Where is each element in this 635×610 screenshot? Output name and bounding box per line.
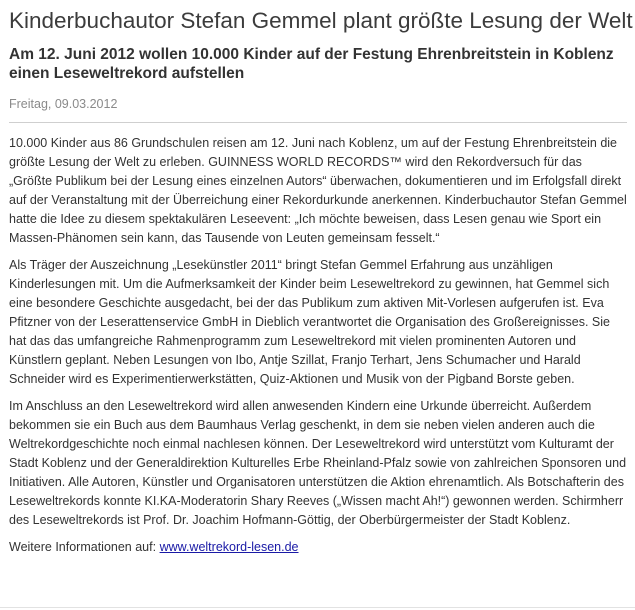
article-subtitle: Am 12. Juni 2012 wollen 10.000 Kinder auf der Festung Ehrenbreitstein in Koblenz einen Leseweltrekord aufstellen: [9, 46, 614, 82]
article-paragraph-3: Im Anschluss an den Leseweltrekord wird allen anwesenden Kindern eine Urkunde überreicht. Außerdem bekommen sie ein Buch aus dem Baumhaus Verlag geschenkt, in dem sie neben vielen anderen auch die Weltrekordgeschichte noch einmal nachlesen können. Der Leseweltrekord wird unterstützt vom Kulturamt der Stadt Koblenz und der Generaldirektion Kulturelles Erbe Rheinland-Pfalz sowie von zahlreichen Sponsoren und Initiativen. Alle Autoren, Künstler und Organisatoren unterstützen die Aktion ehrenamtlich. Als Botschafterin des Leseweltrekords konnte KI.KA-Moderatorin Shary Reeves („Wissen macht Ah!“) gewonnen werden. Schirmherr des Leseweltrekords ist Prof. Dr. Joachim Hofmann-Göttig, der Oberbürgermeister der Stadt Koblenz.: [9, 399, 627, 527]
more-info: [9, 538, 627, 557]
more-info-link[interactable]: www.weltrekord-lesen.de: [159, 540, 299, 554]
article-date: Freitag, 09.03.2012: [9, 97, 118, 111]
article-title: Kinderbuchautor Stefan Gemmel plant größte Lesung der Welt: [9, 8, 633, 33]
more-info-label: Weitere Informationen auf:: [9, 540, 157, 554]
header-divider: [9, 122, 627, 123]
article-paragraph-1: 10.000 Kinder aus 86 Grundschulen reisen am 12. Juni nach Koblenz, um auf der Festung Ehrenbreitstein die größte Lesung der Welt zu erleben. GUINNESS WORLD RECORDS™ wird den Rekordversuch für das „Größte Publikum bei der Lesung eines einzelnen Autors“ überwachen, dokumentieren und im Erfolgsfall direkt auf der Veranstaltung mit der Überreichung einer Rekordurkunde anerkennen. Kinderbuchautor Stefan Gemmel hatte die Idee zu diesem spektakulären Leseevent: „Ich möchte beweisen, dass Lesen genau wie Sport ein Massen-Phänomen sein kann, das Tausende von Leuten gemeinsam fesselt.“: [9, 136, 627, 245]
page-bottom-divider: [0, 607, 635, 608]
article-body: [9, 134, 627, 557]
article: [9, 0, 633, 557]
article-paragraph-2: Als Träger der Auszeichnung „Lesekünstler 2011“ bringt Stefan Gemmel Erfahrung aus unzähligen Kinderlesungen mit. Um die Aufmerksamkeit der Kinder beim Leseweltrekord zu gewinnen, hat Gemmel sich eine besondere Geschichte ausgedacht, bei der das Publikum zum aktiven Mit-Vorlesen aufgerufen ist. Eva Pfitzner von der Leserattenservice GmbH in Dieblich verantwortet die Organisation des Großereignisses. Sie hat das das umfangreiche Rahmenprogramm zum Leseweltrekord mit vielen prominenten Autoren und Künstlern geplant. Neben Lesungen von Ibo, Antje Szillat, Franjo Terhart, Jens Schumacher und Harald Schneider wird es Experimentierwerkstätten, Quiz-Aktionen und Musik von der Pigband Borste geben.: [9, 258, 610, 386]
